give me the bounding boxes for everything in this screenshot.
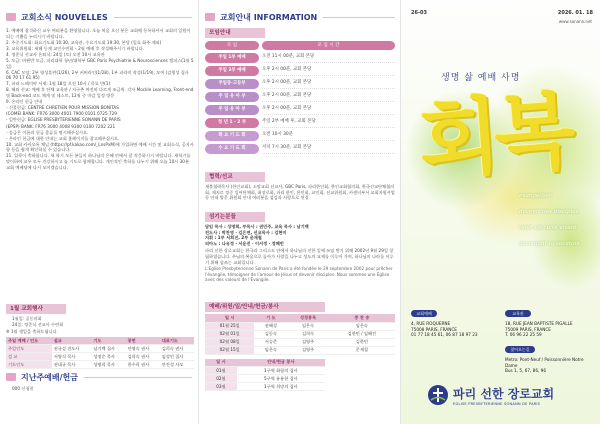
education-address-label: 교육관 <box>505 310 531 317</box>
event-item: 24일: 정준식 선교사 수련회 <box>12 321 64 327</box>
roster-cell: 성명희 목사 <box>91 361 125 369</box>
calendar-header-cell: 일 시 <box>205 314 254 322</box>
schedule-time: 저녁 7시 30분, 교회 본당 <box>262 143 395 154</box>
schedule-row <box>205 78 395 89</box>
schedule-meeting: 수 요 기 도 회 <box>205 144 259 154</box>
calendar-cell: 김영주 <box>287 338 328 346</box>
staff-line: 담임 목사 : 성명희, 부목사 : 권민주, 교육 목사 : 남기백 <box>205 224 309 229</box>
news-item: 11. 입학이 축하합니다. 새 학기 모든 분들이 하나님의 은혜 안에서 잘 적응하시기 바랍니다. 새학기를 맞이하여 교우 모두 건강하시고 늘 기도로 함께합니다. 개인적인 축하를 나누기 위해 오늘 10시 30분 교회 예배당에 다시 모이겠습니다. <box>6 153 191 170</box>
schedule-row <box>205 91 395 102</box>
calendar-row <box>205 346 395 354</box>
birthday-note: ※ 1월 생일을 축하드립니다 <box>6 329 57 335</box>
calendar-cell: 권혜성 <box>254 322 287 330</box>
french-lines <box>519 188 599 252</box>
col-time: 모 임 시 간 <box>262 41 395 50</box>
intro-fr: L'Eglise Presbyterienne Sonann de Paris a été fondée le 29 septembre 2002 pour prêcher l'évangile, témoigner de l'amour de Jésus et devenir disciples. Nous sommes une Église avec des valeurs de l'Évangile. <box>205 266 393 283</box>
schedule-row <box>205 65 395 76</box>
calendar-cell: 02월 08일 <box>205 338 254 346</box>
schedule-time: 오후 2시 00분, 교회 본당 <box>262 91 395 102</box>
duty-header-cell: 일 시 <box>205 359 237 367</box>
staff-line: 지휘 : 1부 서희진, 2부 윤재철 <box>205 235 262 241</box>
church-name-ko: 파리 선한 장로교회 <box>453 386 555 401</box>
schedule-row <box>205 130 395 141</box>
calendar-table <box>205 314 395 355</box>
staff-line: 전도사 : 박찬영 · 김은연, 선교목사 : 김현미 <box>205 229 287 235</box>
calendar-cell: 김한민 <box>329 338 395 346</box>
schedule-row <box>205 143 395 154</box>
news-item: 5. 모금: 바뀐반 모금, 파리대학 청년/대학부 GBC Paris Psychiatrie & Neurosciences 캠퍼스(1월 5일) <box>6 57 194 69</box>
issue-date: 2026. 01. 18 <box>557 10 593 16</box>
address-line: T. 06 96 22 25 59 <box>505 332 542 338</box>
roster-cell: 안영숙 권사 <box>126 345 160 353</box>
roster-header-cell: 주일 예배 / 인도 <box>6 337 52 345</box>
calendar-cell: 김영주 <box>287 346 328 354</box>
news-item: 2. 주중기도회: 화요기도회 10:30, 교육관, 수요기도회 19:30, 본당 (일요 화주 제외) <box>6 39 162 45</box>
roster-cell: 남기백 집사 <box>91 345 125 353</box>
issue-number: 26-03 <box>411 10 427 16</box>
schedule-header: 모임안내 <box>205 28 265 38</box>
roster-cell: 권규설 전도사 <box>52 345 92 353</box>
roster-cell: 권대규 목사 <box>52 361 92 369</box>
info-panel <box>198 0 400 424</box>
calendar-header: 예배/위원/일/안내/헌금/봉사 <box>205 302 325 312</box>
schedule-meeting: 주일중·고등부 <box>205 79 259 89</box>
address-line: 75008 PARIS, FRANCE <box>411 326 457 332</box>
roster-cell: 기도인도 <box>6 361 52 369</box>
news-item: (COMEI BANK: FR76 3000 4001 7900 0101 0725 729 <box>6 111 117 117</box>
news-item: - 일반헌금: EGLISE PRESBYTERIENNE SONANN DE PARIS <box>6 117 121 123</box>
address-line: 75009 PARIS, FRANCE <box>505 326 551 332</box>
duty-header-cell: 안내/헌금 봉사 <box>237 359 325 367</box>
french-line: évangéliser <box>519 193 552 199</box>
slogan: 생명 삶 예배 사명 <box>441 73 521 83</box>
church-address <box>411 321 501 338</box>
schedule-row <box>205 52 395 63</box>
event-item: 1월일: 공동의회 <box>12 316 42 321</box>
ministry-text: 재불협력목사 (한인교회), 소망교회 선교사, GBC Paris, 파리한인회, 한인교회협의회, 한국선교단체협의회, 제지르 정중 일어단체회, 최장로회, 파리 한인, 한인회, 교인회, 선교위원회, 카센터부서 교회지원사업 등 안내 방문 위원회 안내 여러분을 섬김과 사랑으로 연결 <box>205 184 395 201</box>
calendar-header-cell: 중 찬 송 <box>329 314 395 322</box>
roster-header-cell: 기도 <box>91 337 125 345</box>
news-item: 8. 해외 선교: 예배 후 단체 교육관 / 지구촌 여전히 다르게 조금씩. 각자 Mockle Learning, Front-end 및 Back-end 코드 체계 및 데스트, 12월 중 마감 일정 방문 <box>6 87 194 99</box>
calendar-cell: 임은숙 <box>329 322 395 330</box>
roster-cell: 김희숙 권사 <box>126 353 160 361</box>
staff-list <box>205 224 395 246</box>
ministry-header: 협력/선교 <box>205 172 265 182</box>
news-item: - 온라인 헌금에 대한 안내는 교회 홈페이지를 참고해주십시오. <box>6 135 120 141</box>
news-item: - 건물헌금: CENTRE CHRETIEN POUR MISSION BONITAS <box>6 105 119 111</box>
duty-cell: 1구역 희망의 집사 <box>237 383 325 391</box>
intro-ko: 파리 선한 장로교회는 한국과 그리스도 안에서 하나님의 선한 일에 쓰임 받기 위해 2002년 9월 29일 창립하였습니다. 주님의 복음으로 돌아가 사랑을 나누고 성도의 교제를 이루어 가며, 하나님의 나라를 이루기 위해 힘쓰는 교회입니다. <box>205 248 394 265</box>
calendar-cell: 문제철 <box>329 346 395 354</box>
schedule-meeting: 화 요 기 도 회 <box>205 131 259 141</box>
roster-cell: 안진성 사모 <box>160 361 194 369</box>
calendar-header-cell: 성경봉독 <box>287 314 328 322</box>
website-url[interactable]: www.sonann.net <box>558 19 592 24</box>
schedule-meeting: 주 일 유 아 부 <box>205 92 259 102</box>
events-header: 1월 교회행사 <box>6 304 66 314</box>
duty-cell: 5구역 유유한 집사 <box>237 375 325 383</box>
info-title: 교회안내 INFORMATION <box>205 10 395 24</box>
roster-header-cell: 설교 <box>52 337 92 345</box>
directions-label: 찾아오는길 <box>505 346 535 353</box>
church-logo-icon <box>427 384 449 406</box>
news-item: 3. 교육위원회: 새해 동계 교인수련회 – 2월 예배 후 작성해주시기 바랍니다. <box>6 45 145 51</box>
schedule-time: 주일 2부 예배 후, 교회 본당 <box>262 117 395 128</box>
roster-cell: 서영식 목사 <box>52 353 92 361</box>
news-item: 10. 교회 카카오톡 채널 (https://pf.kakao.com/_LnsPxM)에 가입하면 예배 시간 및 교회소식, 공지사항 등을 쉽게 확인하실 수 있습니다. <box>6 141 194 153</box>
duty-cell: 02월 <box>205 375 237 383</box>
roster-cell: 한수희 권사 <box>126 361 160 369</box>
schedule-time: 오전 11시 00분, 교회 본당 <box>262 52 395 63</box>
news-list <box>6 28 194 171</box>
news-item: (EPSP) BANK: FR76 3000 4008 9300 0100 7202 221 <box>6 123 116 129</box>
calendar-cell: 김희숙 <box>287 330 328 338</box>
french-line: devenir des disciples <box>519 209 579 215</box>
address-line: Metro: Pont-Neuf / Poissonnière Notre Dame <box>505 357 584 368</box>
col-meeting: 모 임 <box>205 41 259 50</box>
schedule-row <box>205 104 395 115</box>
french-line: tenir un culte vivant <box>519 225 577 231</box>
address-line: 4, RUE ROQUERNE <box>411 321 451 326</box>
roster-table <box>6 337 194 370</box>
duty-cell: 01월 <box>205 367 237 375</box>
roster-cell: 주일인도 <box>6 345 52 353</box>
schedule-meeting: 주 일 유 아 부 <box>205 105 259 115</box>
calendar-cell: 임은숙 <box>254 346 287 354</box>
schedule-meeting: 주일 1부 예배 <box>205 53 259 63</box>
church-name-fr: EGLISE PRESBYTERIENNE SONANN DE PARIS <box>453 401 541 406</box>
roster-cell: 설 교 <box>6 353 52 361</box>
news-item: 6. CAC 모임: 2부 영성훈련(1/26), 2부 커버라인(1/28), 1부 피라미 작성(1/19), 모여 (감행성 집사 06 70 17 61 95) <box>6 69 189 81</box>
french-line: accomplir la vocation <box>519 241 580 247</box>
calendar-cell: 02월 01일 <box>205 330 254 338</box>
schedule-time: 오후 2시 00분, 교회 본당 <box>262 65 395 76</box>
church-address-label: 교회예배 <box>411 310 437 317</box>
schedule-time: 오후 2시 00분, 교회 본당 <box>262 78 395 89</box>
staff-header: 섬기는분들 <box>205 212 265 222</box>
staff-line: 피아노 : 나유정 · 서윤진 · 이서정 · 정혜빈 <box>205 240 284 246</box>
address-line: 18, RUE JEAN BAPTISTE PIGALLE <box>505 321 573 326</box>
calendar-cell: 02월 15일 <box>205 346 254 354</box>
duty-cell: 1구역 화합의 집사 <box>237 367 325 375</box>
news-item: 9. 온라인 헌금 안내 <box>6 99 43 105</box>
calendar-cell: 서승준 <box>254 338 287 346</box>
roster-cell: 성정순 목사 <box>91 353 125 361</box>
duty-cell: 03월 <box>205 383 237 391</box>
calendar-row <box>205 322 395 330</box>
schedule-list <box>205 52 395 154</box>
calendar-cell: 김동숙 <box>254 330 287 338</box>
calendar-cell: 임은숙 <box>287 322 328 330</box>
calendar-cell: 01월 25일 <box>205 322 254 330</box>
news-panel <box>0 0 198 424</box>
schedule-time: 오후 2시 00분, 교회 본당 <box>262 104 395 115</box>
calendar-header-cell: 기 도 <box>254 314 287 322</box>
calendar-cell: 김한민 / 임혜진 <box>329 330 395 338</box>
duty-row <box>205 375 325 383</box>
roster-row <box>6 361 194 369</box>
cover-panel <box>400 0 600 424</box>
calendar-row <box>205 338 395 346</box>
offering-title: 지난주예배/헌금 <box>6 370 192 384</box>
schedule-meeting: 청 년 1 · 2 부 <box>205 118 259 128</box>
duty-row <box>205 383 325 391</box>
news-item: 7. 파리 느헤미야 서재: 1월 18일 오전 10시 / 목요 반(1) <box>6 81 111 87</box>
roster-header-cell: 대표기도 <box>160 337 194 345</box>
roster-row <box>6 353 194 361</box>
news-item: 4. 정준식 선교사 은퇴식: 24일 (토) 오전 10시 교육관 <box>6 51 105 57</box>
roster-row <box>6 345 194 353</box>
address-line: Bus 1, 5, 67, 86, 96 <box>505 368 547 374</box>
roster-cell: 김희숙 권사 <box>160 345 194 353</box>
schedule-meeting: 주일 2부 예배 <box>205 66 259 76</box>
duty-table <box>205 359 325 392</box>
duty-row <box>205 367 325 375</box>
news-item: 1. 예배에 참석하신 교우 여러분을 환영합니다. 오늘 처음 오신 분은 교회에 등록하셔서 교회의 일원이 되는 기쁨을 누리시기 바랍니다. <box>6 28 191 39</box>
offering-sub: 000 신청헌 <box>12 386 34 391</box>
news-item: - 송금은 이름과 헌금 종류를 명시해주십시오. <box>6 129 89 135</box>
calendar-row <box>205 330 395 338</box>
schedule-time: 오전 10시 30분 <box>262 130 395 141</box>
directions <box>505 357 597 374</box>
address-line: 01 77 18 45 61, 06 87 18 97 23 <box>411 332 478 338</box>
roster-header-cell: 봉헌 <box>126 337 160 345</box>
schedule-row <box>205 117 395 128</box>
news-title: 교회소식 NOUVELLES <box>6 10 192 24</box>
cover-title: 회복 <box>415 80 573 191</box>
roster-cell: 임성민 집사 <box>160 353 194 361</box>
